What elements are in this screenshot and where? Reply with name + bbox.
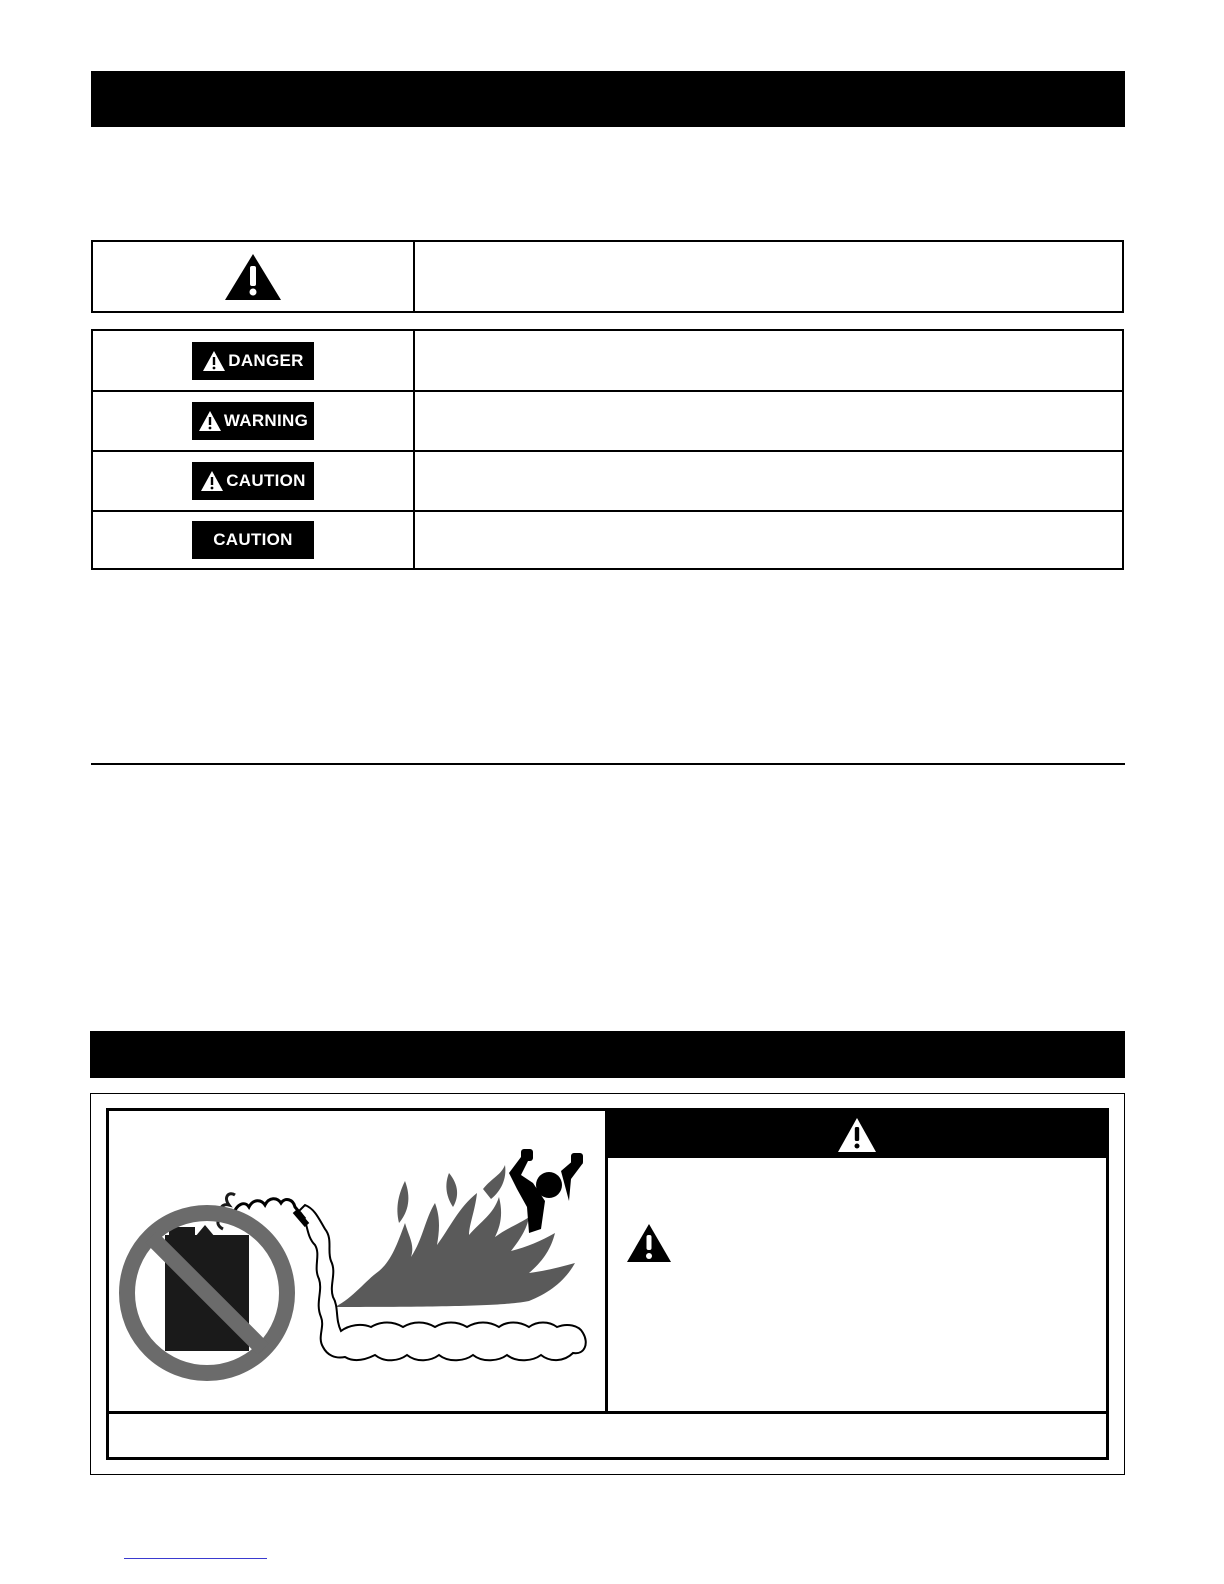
signal-badge-cell (93, 392, 415, 450)
signal-badge-cell (93, 512, 415, 568)
no-fuel-can-icon (127, 1194, 287, 1373)
signal-badge-cell (93, 331, 415, 390)
person-on-fire-icon (509, 1149, 583, 1233)
danger-description (415, 331, 1122, 390)
warning-description (415, 392, 1122, 450)
safety-alert-cell (93, 242, 415, 311)
signal-row-danger (93, 331, 1122, 392)
caution-description (415, 452, 1122, 510)
footer-link-underline (124, 1558, 267, 1559)
fuel-fire-hazard-illustration (109, 1111, 605, 1411)
warning-label: WARNING (223, 411, 309, 430)
caution-plain-label: CAUTION (213, 530, 293, 549)
safety-alert-row (93, 242, 1122, 311)
caution-plain-description (415, 512, 1122, 568)
danger-label: DANGER (228, 350, 304, 370)
panel-horizontal-divider (106, 1411, 1109, 1414)
signal-row-warning (93, 392, 1122, 452)
caution-plain-badge (192, 521, 314, 559)
section-divider (91, 763, 1125, 765)
signal-row-caution-plain (93, 512, 1122, 568)
top-section-header-bar (91, 71, 1125, 127)
caution-label: CAUTION (226, 471, 306, 490)
safety-alert-triangle-icon (200, 470, 224, 492)
safety-alert-symbol-table (91, 240, 1124, 313)
danger-badge (192, 342, 314, 380)
warning-badge (192, 402, 314, 440)
signal-badge-cell (93, 452, 415, 510)
safety-alert-triangle-icon (837, 1117, 877, 1153)
signal-row-caution (93, 452, 1122, 512)
caution-badge (192, 462, 314, 500)
safety-alert-triangle-icon (223, 252, 283, 302)
safety-alert-triangle-icon (626, 1223, 672, 1263)
safety-alert-triangle-icon (202, 350, 226, 372)
signal-word-table (91, 329, 1124, 570)
safety-alert-description (415, 242, 1122, 311)
safety-rules-header-bar (90, 1031, 1125, 1078)
safety-alert-triangle-icon (198, 410, 222, 432)
warning-header-bar (608, 1111, 1106, 1158)
